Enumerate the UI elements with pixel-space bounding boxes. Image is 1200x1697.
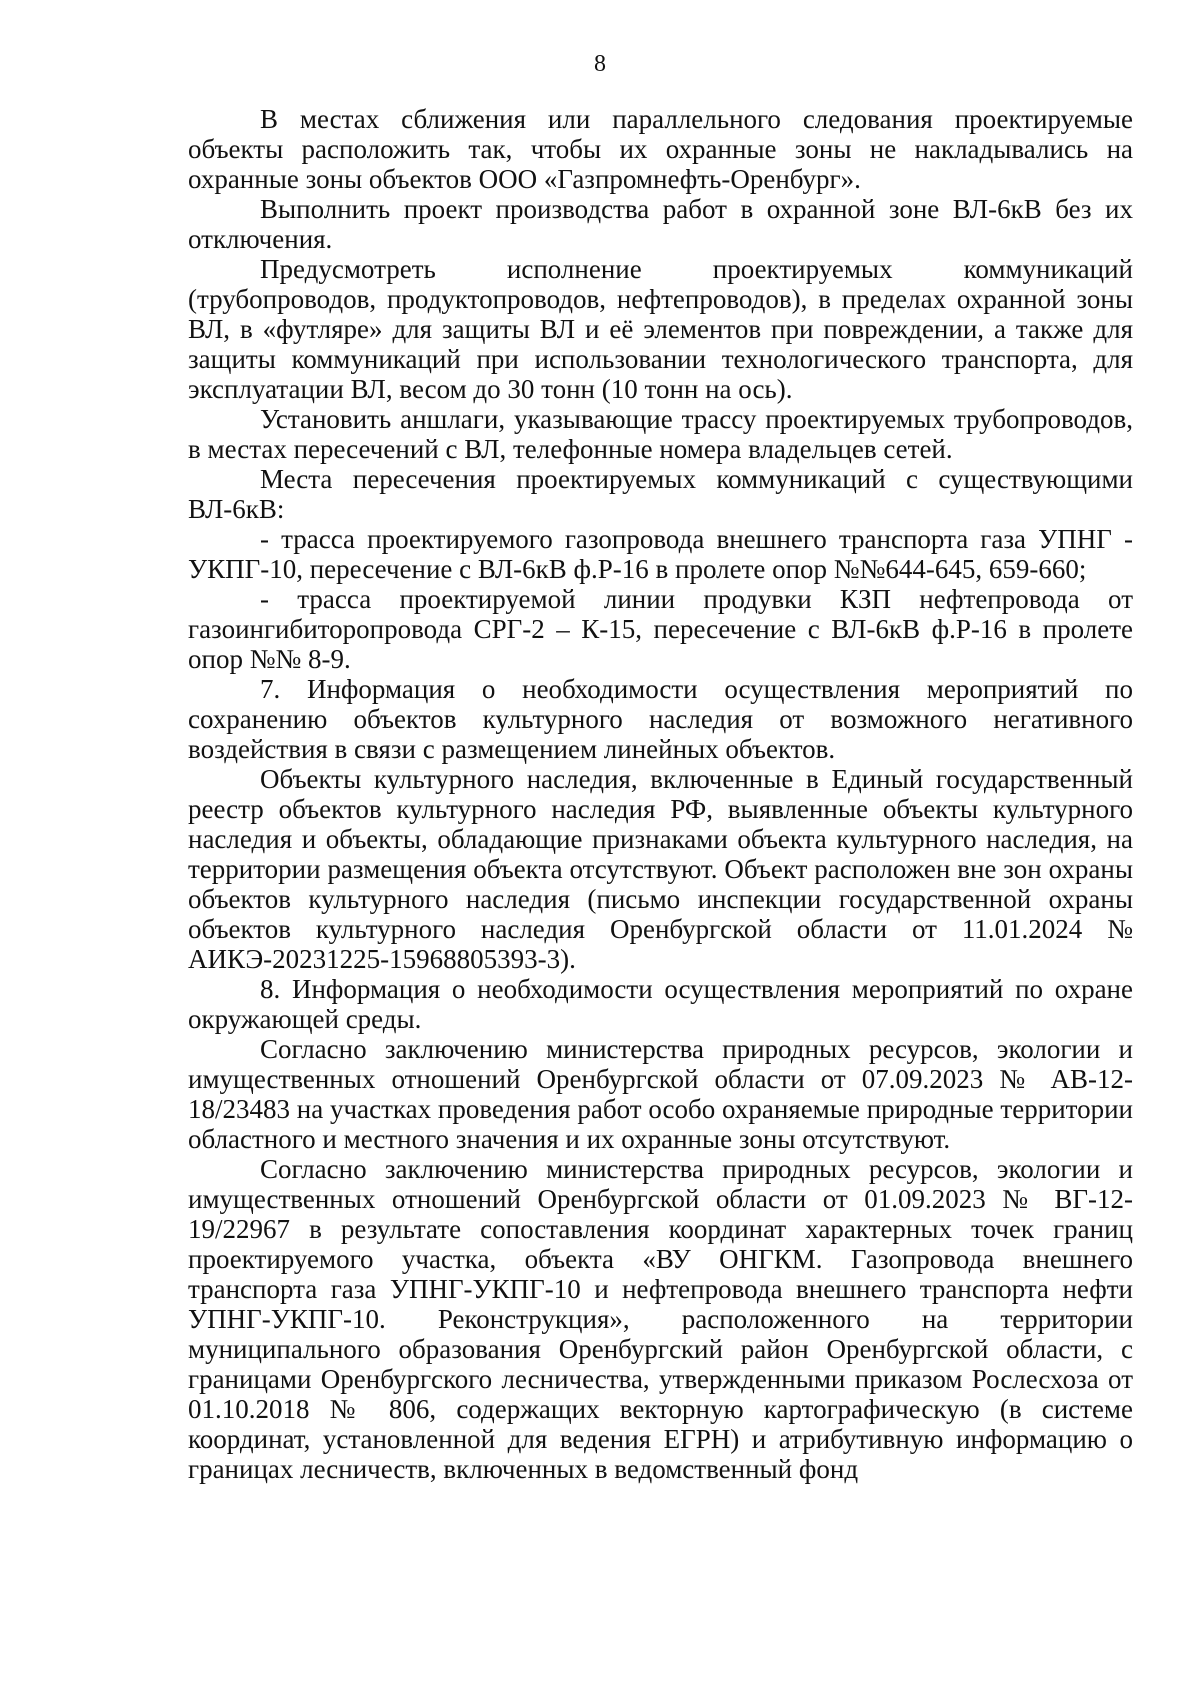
- page-number: 8: [594, 51, 606, 77]
- section-heading-cultural-heritage: 7. Информация о необходимости осуществления мероприятий по сохранению объектов культурного наследия от возможного негативного воздействия в связи с размещением линейных объектов.: [188, 674, 1133, 764]
- paragraph-zones-placement: В местах сближения или параллельного следования проектируемые объекты расположить так, чтобы их охранные зоны не накладывались на охранные зоны объектов ООО «Газпромнефть-Оренбург».: [188, 104, 1133, 194]
- list-item-gas-pipeline: - трасса проектируемого газопровода внешнего транспорта газа УПНГ - УКПГ-10, пересечение с ВЛ-6кВ ф.Р-16 в пролете опор №№644-645, 659-660;: [188, 524, 1133, 584]
- paragraph-signs: Установить аншлаги, указывающие трассу проектируемых трубопроводов, в местах пересечений с ВЛ, телефонные номера владельцев сетей.: [188, 404, 1133, 464]
- paragraph-work-project: Выполнить проект производства работ в охранной зоне ВЛ-6кВ без их отключения.: [188, 194, 1133, 254]
- paragraph-protected-areas: Согласно заключению министерства природных ресурсов, экологии и имущественных отношений Оренбургской области от 07.09.2023 № АВ-12-18/23483 на участках проведения работ особо охраняемые природные территории областного и местного значения и их охранные зоны отсутствуют.: [188, 1034, 1133, 1154]
- paragraph-crossings-heading: Места пересечения проектируемых коммуникаций с существующими ВЛ-6кВ:: [188, 464, 1133, 524]
- paragraph-cultural-heritage: Объекты культурного наследия, включенные в Единый государственный реестр объектов культурного наследия РФ, выявленные объекты культурного наследия и объекты, обладающие признаками объекта культурного наследия, на территории размещения объекта отсутствуют. Объект расположен вне зон охраны объектов культурного наследия (письмо инспекции государственной охраны объектов культурного наследия Оренбургской области от 11.01.2024 № АИКЭ-20231225-15968805393-3).: [188, 764, 1133, 974]
- paragraph-forestry: Согласно заключению министерства природных ресурсов, экологии и имущественных отношений Оренбургской области от 01.09.2023 № ВГ-12-19/22967 в результате сопоставления координат характерных точек границ проектируемого участка, объекта «ВУ ОНГКМ. Газопровода внешнего транспорта газа УПНГ-УКПГ-10 и нефтепровода внешнего транспорта нефти УПНГ-УКПГ-10. Реконструкция», расположенного на территории муниципального образования Оренбургский район Оренбургской области, с границами Оренбургского лесничества, утвержденными приказом Рослесхоза от 01.10.2018 № 806, содержащих векторную картографическую (в системе координат, установленной для ведения ЕГРН) и атрибутивную информацию о границах лесничеств, включенных в ведомственный фонд: [188, 1154, 1133, 1484]
- paragraph-case-protection: Предусмотреть исполнение проектируемых коммуникаций (трубопроводов, продуктопроводов, нефтепроводов), в пределах охранной зоны ВЛ, в «футляре» для защиты ВЛ и её элементов при повреждении, а также для защиты коммуникаций при использовании технологического транспорта, для эксплуатации ВЛ, весом до 30 тонн (10 тонн на ось).: [188, 254, 1133, 404]
- section-heading-environment: 8. Информация о необходимости осуществления мероприятий по охране окружающей среды.: [188, 974, 1133, 1034]
- document-body: [188, 104, 1133, 1484]
- list-item-purge-line: - трасса проектируемой линии продувки КЗП нефтепровода от газоингибиторопровода СРГ-2 – К-15, пересечение с ВЛ-6кВ ф.Р-16 в пролете опор №№ 8-9.: [188, 584, 1133, 674]
